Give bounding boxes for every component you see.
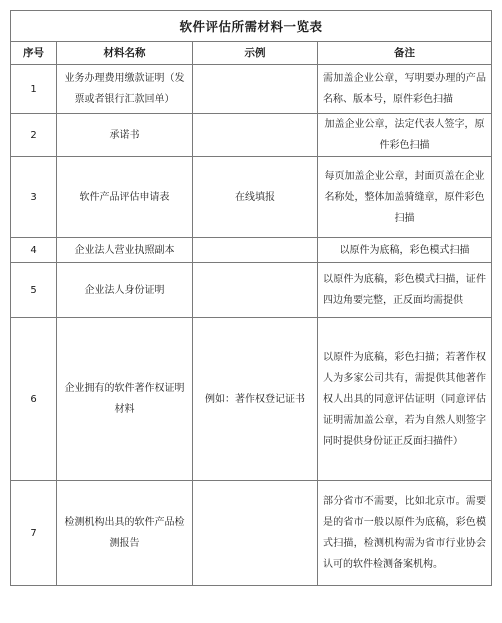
- row-example: 例如：著作权登记证书: [193, 318, 318, 481]
- row-note: 需加盖企业公章，写明要办理的产品名称、版本号，原件彩色扫描: [318, 65, 492, 114]
- row-material: 企业拥有的软件著作权证明材料: [57, 318, 193, 481]
- row-seq: 3: [11, 157, 57, 238]
- row-note: 以原件为底稿，彩色模式扫描: [318, 238, 492, 263]
- row-example: [193, 114, 318, 157]
- materials-table: [10, 10, 492, 586]
- row-material: 企业法人身份证明: [57, 263, 193, 318]
- row-note: 部分省市不需要，比如北京市。需要是的省市一般以原件为底稿，彩色模式扫描，检测机构需为省市行业协会认可的软件检测备案机构。: [318, 481, 492, 586]
- header-seq: 序号: [11, 42, 57, 65]
- row-seq: 2: [11, 114, 57, 157]
- row-seq: 6: [11, 318, 57, 481]
- header-example: 示例: [193, 42, 318, 65]
- table-title: 软件评估所需材料一览表: [11, 11, 492, 42]
- row-seq: 5: [11, 263, 57, 318]
- row-note: 加盖企业公章，法定代表人签字，原件彩色扫描: [318, 114, 492, 157]
- row-material: 软件产品评估申请表: [57, 157, 193, 238]
- table-row: [11, 65, 492, 114]
- row-material: 检测机构出具的软件产品检测报告: [57, 481, 193, 586]
- row-note: 以原件为底稿，彩色模式扫描，证件四边角要完整，正反面均需提供: [318, 263, 492, 318]
- row-material: 业务办理费用缴款证明（发票或者银行汇款回单）: [57, 65, 193, 114]
- table-row: [11, 318, 492, 481]
- title-row: [11, 11, 492, 42]
- row-example: [193, 238, 318, 263]
- row-material: 承诺书: [57, 114, 193, 157]
- header-note: 备注: [318, 42, 492, 65]
- row-example: [193, 65, 318, 114]
- header-material: 材料名称: [57, 42, 193, 65]
- table-row: [11, 238, 492, 263]
- row-note: 每页加盖企业公章，封面页盖在企业名称处，整体加盖骑缝章，原件彩色扫描: [318, 157, 492, 238]
- row-note: 以原件为底稿，彩色扫描；若著作权人为多家公司共有，需提供其他著作权人出具的同意评估证明（同意评估证明需加盖公章，若为自然人则签字同时提供身份证正反面扫描件）: [318, 318, 492, 481]
- row-example: 在线填报: [193, 157, 318, 238]
- row-example: [193, 481, 318, 586]
- table-row: [11, 157, 492, 238]
- table-row: [11, 263, 492, 318]
- table-row: [11, 114, 492, 157]
- header-row: [11, 42, 492, 65]
- row-material: 企业法人营业执照副本: [57, 238, 193, 263]
- row-seq: 4: [11, 238, 57, 263]
- row-example: [193, 263, 318, 318]
- row-seq: 1: [11, 65, 57, 114]
- table-row: [11, 481, 492, 586]
- row-seq: 7: [11, 481, 57, 586]
